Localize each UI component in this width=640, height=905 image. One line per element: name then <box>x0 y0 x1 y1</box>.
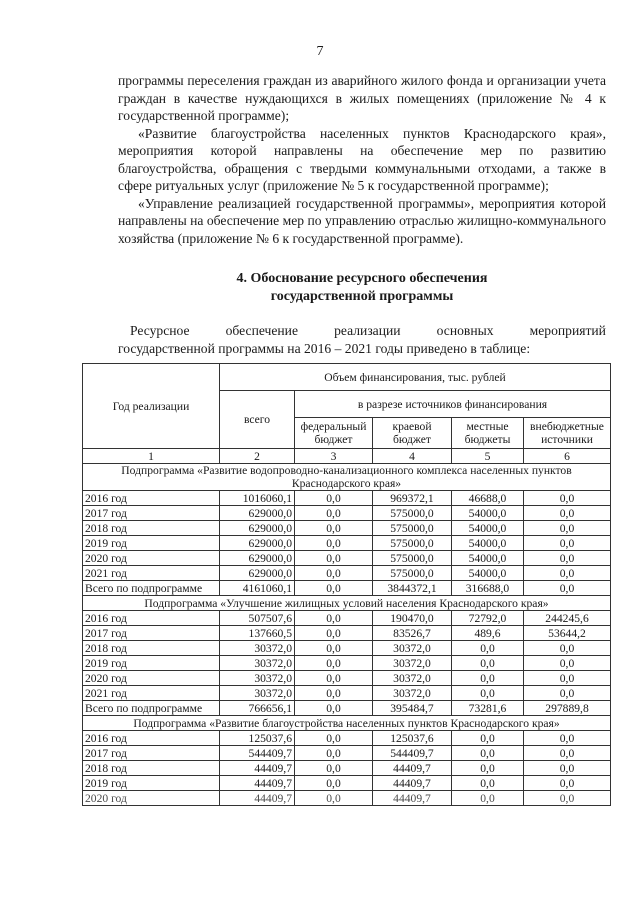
row-value-cell: 0,0 <box>295 506 373 521</box>
row-value-cell: 125037,6 <box>220 731 295 746</box>
header-row-1 <box>83 364 611 391</box>
row-value-cell: 54000,0 <box>452 536 524 551</box>
financing-table-body <box>83 364 611 806</box>
row-year-cell: 2021 год <box>83 566 220 581</box>
row-value-cell: 629000,0 <box>220 521 295 536</box>
intro-word: обеспечение <box>225 323 298 338</box>
subprogram-title: Подпрограмма «Улучшение жилищных условий населения Краснодарского края» <box>83 596 611 611</box>
row-value-cell: 0,0 <box>524 641 611 656</box>
paragraph-2: «Развитие благоустройства населенных пунктов Краснодарского края», мероприятия которой направлены на обеспечение мер по развитию благоустройства, обращения с твердыми коммунальными отходами, а также в сфере ритуальных услуг (приложение № 5 к государственной программе); <box>118 125 606 193</box>
row-value-cell: 0,0 <box>452 746 524 761</box>
row-value-cell: 44409,7 <box>373 761 452 776</box>
row-value-cell: 0,0 <box>295 626 373 641</box>
intro-line-2: государственной программы на 2016 – 2021 годы приведено в таблице: <box>118 340 531 356</box>
row-value-cell: 297889,8 <box>524 701 611 716</box>
row-value-cell: 0,0 <box>295 656 373 671</box>
row-value-cell: 969372,1 <box>373 491 452 506</box>
row-value-cell: 0,0 <box>452 641 524 656</box>
intro-paragraph <box>118 322 606 357</box>
table-row <box>83 746 611 761</box>
row-value-cell: 0,0 <box>295 581 373 596</box>
table-row <box>83 791 611 806</box>
col-number: 3 <box>295 449 373 464</box>
row-value-cell: 0,0 <box>524 536 611 551</box>
row-value-cell: 507507,6 <box>220 611 295 626</box>
row-value-cell: 30372,0 <box>220 641 295 656</box>
row-value-cell: 83526,7 <box>373 626 452 641</box>
intro-word: реализации <box>334 323 401 338</box>
row-year-cell: Всего по подпрограмме <box>83 701 220 716</box>
row-value-cell: 0,0 <box>524 521 611 536</box>
row-value-cell: 44409,7 <box>220 791 295 806</box>
subprogram-title: Подпрограмма «Развитие благоустройства населенных пунктов Краснодарского края» <box>83 716 611 731</box>
col-number: 1 <box>83 449 220 464</box>
row-value-cell: 575000,0 <box>373 506 452 521</box>
row-value-cell: 72792,0 <box>452 611 524 626</box>
header-local: местные бюджеты <box>452 418 524 449</box>
intro-word: основных <box>436 323 494 338</box>
row-value-cell: 0,0 <box>524 776 611 791</box>
paragraph-1: программы переселения граждан из аварийного жилого фонда и организации учета граждан в качестве нуждающихся в жилых помещениях (приложение № 4 к государственной программе); <box>118 73 606 123</box>
row-value-cell: 0,0 <box>295 776 373 791</box>
row-value-cell: 0,0 <box>524 791 611 806</box>
subprogram-title-row <box>83 716 611 731</box>
row-value-cell: 30372,0 <box>373 641 452 656</box>
row-value-cell: 46688,0 <box>452 491 524 506</box>
row-value-cell: 54000,0 <box>452 521 524 536</box>
row-year-cell: 2021 год <box>83 686 220 701</box>
row-value-cell: 30372,0 <box>373 671 452 686</box>
row-value-cell: 0,0 <box>452 776 524 791</box>
row-value-cell: 44409,7 <box>373 791 452 806</box>
row-year-cell: 2018 год <box>83 761 220 776</box>
intro-word: мероприятий <box>529 323 606 338</box>
header-regional: краевой бюджет <box>373 418 452 449</box>
row-value-cell: 30372,0 <box>373 686 452 701</box>
row-year-cell: 2016 год <box>83 611 220 626</box>
row-value-cell: 629000,0 <box>220 566 295 581</box>
table-row <box>83 536 611 551</box>
table-row <box>83 671 611 686</box>
row-value-cell: 30372,0 <box>220 686 295 701</box>
table-row <box>83 626 611 641</box>
table-row <box>83 611 611 626</box>
row-year-cell: 2020 год <box>83 551 220 566</box>
row-value-cell: 0,0 <box>524 656 611 671</box>
row-value-cell: 4161060,1 <box>220 581 295 596</box>
row-value-cell: 0,0 <box>452 686 524 701</box>
row-year-cell: 2016 год <box>83 491 220 506</box>
row-value-cell: 629000,0 <box>220 536 295 551</box>
row-value-cell: 244245,6 <box>524 611 611 626</box>
row-value-cell: 544409,7 <box>220 746 295 761</box>
row-value-cell: 0,0 <box>295 551 373 566</box>
row-value-cell: 125037,6 <box>373 731 452 746</box>
row-value-cell: 575000,0 <box>373 521 452 536</box>
page-number: 7 <box>316 44 324 59</box>
table-row <box>83 701 611 716</box>
row-value-cell: 3844372,1 <box>373 581 452 596</box>
table-row <box>83 731 611 746</box>
row-value-cell: 0,0 <box>295 686 373 701</box>
row-value-cell: 0,0 <box>295 536 373 551</box>
row-value-cell: 0,0 <box>295 731 373 746</box>
table-row <box>83 506 611 521</box>
row-year-cell: 2018 год <box>83 521 220 536</box>
table-row <box>83 551 611 566</box>
row-value-cell: 0,0 <box>524 746 611 761</box>
header-extra: внебюджетные источники <box>524 418 611 449</box>
table-row <box>83 776 611 791</box>
row-value-cell: 1016060,1 <box>220 491 295 506</box>
row-value-cell: 575000,0 <box>373 536 452 551</box>
row-value-cell: 190470,0 <box>373 611 452 626</box>
header-total: всего <box>220 391 295 449</box>
row-value-cell: 30372,0 <box>220 656 295 671</box>
paragraph-3: «Управление реализацией государственной программы», мероприятия которой направлены на обеспечение мер по управлению отраслью жилищно-коммунального хозяйства (приложение № 6 к государственной программе). <box>118 195 606 246</box>
row-value-cell: 0,0 <box>295 491 373 506</box>
row-year-cell: 2018 год <box>83 641 220 656</box>
row-value-cell: 0,0 <box>452 761 524 776</box>
table-row <box>83 521 611 536</box>
row-value-cell: 766656,1 <box>220 701 295 716</box>
subprogram-title: Подпрограмма «Развитие водопроводно-канализационного комплекса населенных пунктов Краснодарского края» <box>83 464 611 491</box>
row-value-cell: 0,0 <box>452 656 524 671</box>
table-row <box>83 656 611 671</box>
table-row <box>83 566 611 581</box>
row-year-cell: 2020 год <box>83 671 220 686</box>
row-value-cell: 0,0 <box>524 551 611 566</box>
row-value-cell: 54000,0 <box>452 551 524 566</box>
heading-line-2: государственной программы <box>270 289 454 304</box>
row-value-cell: 0,0 <box>524 686 611 701</box>
row-value-cell: 575000,0 <box>373 551 452 566</box>
row-value-cell: 0,0 <box>295 611 373 626</box>
row-value-cell: 629000,0 <box>220 506 295 521</box>
row-value-cell: 137660,5 <box>220 626 295 641</box>
subprogram-title-row <box>83 596 611 611</box>
section-heading <box>118 270 606 306</box>
row-value-cell: 0,0 <box>524 731 611 746</box>
row-value-cell: 44409,7 <box>220 776 295 791</box>
heading-line-1: 4. Обоснование ресурсного обеспечения <box>236 271 488 286</box>
row-value-cell: 575000,0 <box>373 566 452 581</box>
row-value-cell: 395484,7 <box>373 701 452 716</box>
row-value-cell: 0,0 <box>524 566 611 581</box>
row-year-cell: 2019 год <box>83 776 220 791</box>
row-value-cell: 0,0 <box>524 671 611 686</box>
row-value-cell: 0,0 <box>295 701 373 716</box>
col-number: 6 <box>524 449 611 464</box>
row-year-cell: 2019 год <box>83 536 220 551</box>
row-value-cell: 0,0 <box>524 581 611 596</box>
row-value-cell: 54000,0 <box>452 506 524 521</box>
row-value-cell: 0,0 <box>295 566 373 581</box>
row-value-cell: 544409,7 <box>373 746 452 761</box>
row-value-cell: 0,0 <box>295 671 373 686</box>
row-value-cell: 0,0 <box>452 791 524 806</box>
row-value-cell: 0,0 <box>295 761 373 776</box>
row-value-cell: 489,6 <box>452 626 524 641</box>
row-year-cell: 2017 год <box>83 506 220 521</box>
row-value-cell: 73281,6 <box>452 701 524 716</box>
row-value-cell: 53644,2 <box>524 626 611 641</box>
row-year-cell: Всего по подпрограмме <box>83 581 220 596</box>
row-year-cell: 2019 год <box>83 656 220 671</box>
row-value-cell: 0,0 <box>295 746 373 761</box>
row-value-cell: 0,0 <box>452 731 524 746</box>
intro-line-1 <box>118 322 606 340</box>
header-volume: Объем финансирования, тыс. рублей <box>220 364 611 391</box>
col-number: 4 <box>373 449 452 464</box>
table-row <box>83 491 611 506</box>
row-value-cell: 629000,0 <box>220 551 295 566</box>
table-row <box>83 761 611 776</box>
financing-table <box>82 363 611 806</box>
row-value-cell: 0,0 <box>295 641 373 656</box>
row-value-cell: 30372,0 <box>373 656 452 671</box>
table-row <box>83 641 611 656</box>
table-row <box>83 686 611 701</box>
header-by-sources: в разрезе источников финансирования <box>295 391 611 418</box>
subprogram-title-row <box>83 464 611 491</box>
row-value-cell: 30372,0 <box>220 671 295 686</box>
body-text <box>118 72 606 247</box>
col-number: 2 <box>220 449 295 464</box>
row-value-cell: 0,0 <box>524 491 611 506</box>
row-value-cell: 316688,0 <box>452 581 524 596</box>
header-year: Год реализации <box>83 364 220 449</box>
row-value-cell: 0,0 <box>295 791 373 806</box>
row-year-cell: 2017 год <box>83 626 220 641</box>
row-year-cell: 2017 год <box>83 746 220 761</box>
row-value-cell: 0,0 <box>295 521 373 536</box>
header-federal: федеральный бюджет <box>295 418 373 449</box>
row-value-cell: 54000,0 <box>452 566 524 581</box>
row-year-cell: 2020 год <box>83 791 220 806</box>
col-number: 5 <box>452 449 524 464</box>
table-row <box>83 581 611 596</box>
row-value-cell: 44409,7 <box>373 776 452 791</box>
row-value-cell: 0,0 <box>452 671 524 686</box>
header-numbers-row <box>83 449 611 464</box>
row-value-cell: 0,0 <box>524 506 611 521</box>
row-value-cell: 44409,7 <box>220 761 295 776</box>
intro-word: Ресурсное <box>130 323 190 338</box>
row-value-cell: 0,0 <box>524 761 611 776</box>
row-year-cell: 2016 год <box>83 731 220 746</box>
